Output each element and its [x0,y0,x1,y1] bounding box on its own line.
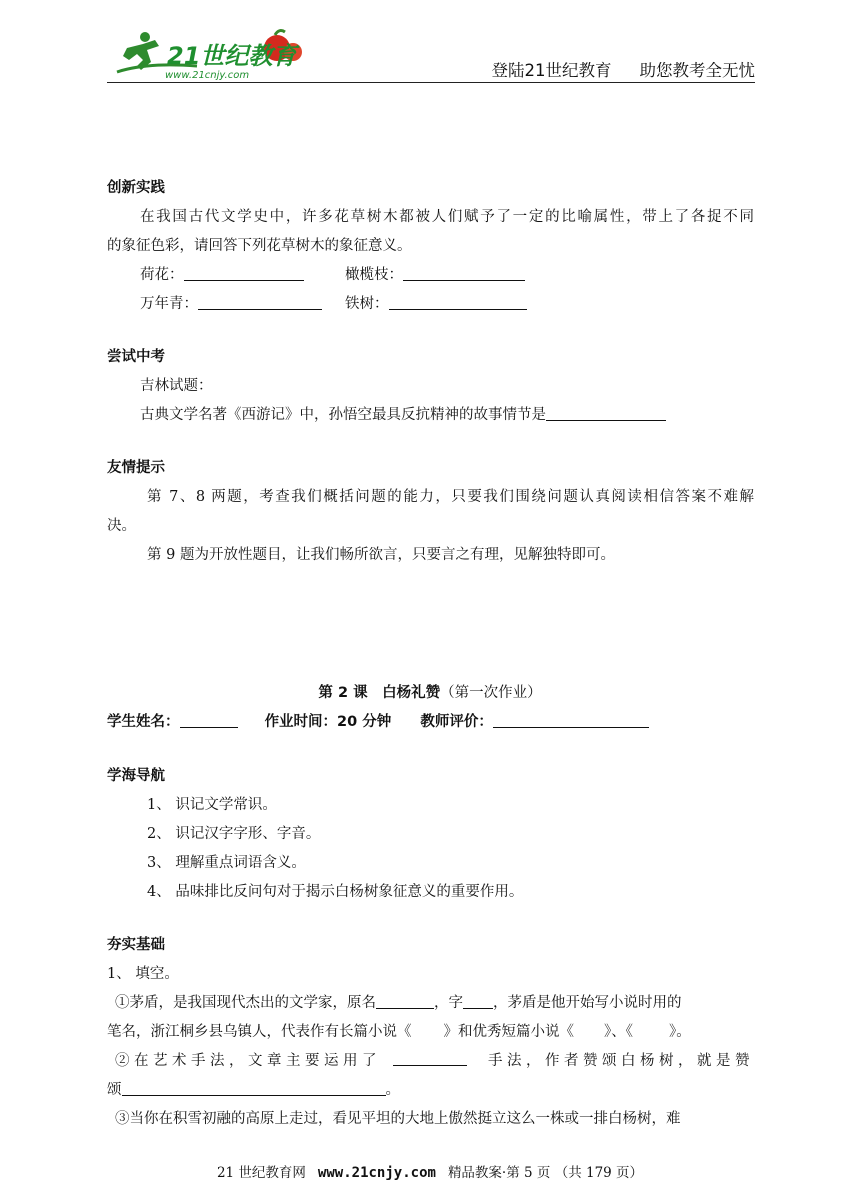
item-evergreen-label: 万年青： [140,296,198,312]
olive-answer-blank[interactable] [403,266,525,281]
page-header [107,26,755,82]
header-divider [107,82,755,83]
original-name-blank[interactable] [376,994,434,1009]
item-cycad-label: 铁树： [345,296,389,312]
page-footer [0,1161,860,1181]
clause-2-text-c: 颂 [107,1082,122,1098]
guide-item-2: 2、 识记汉字字形、字音。 [147,826,321,842]
section-heading-basics: 夯实基础 [107,937,165,953]
clause-2-text-d: 。 [385,1082,400,1098]
section-heading-tips: 友情提示 [107,460,165,476]
cycad-answer-blank[interactable] [389,295,527,310]
lesson-title [0,683,860,703]
teacher-eval-label: 教师评价： [420,714,493,730]
21cnjy-logo [107,26,307,82]
logo-url: www.21cnjy.com [165,70,250,81]
exam-source: 吉林试题： [140,378,213,394]
tip-1a: 第 7、8 两题，考查我们概括问题的能力，只要我们围绕问题认真阅读相信答案不难解 [147,489,754,505]
item-olive [345,265,525,285]
work-time-label: 作业时间：20 分钟 [264,714,392,730]
praise-meaning-blank[interactable] [122,1081,386,1096]
clause-1-text-e: 》和优秀短篇小说《 [443,1024,574,1040]
footer-site-link[interactable]: www.21cnjy.com [317,1165,436,1181]
evergreen-answer-blank[interactable] [198,295,322,310]
lesson-title-main: 第 2 课 白杨礼赞 [318,685,441,701]
item-lotus [140,265,304,285]
tip-2: 第 9 题为开放性题目，让我们畅所欲言，只要言之有理，见解独特即可。 [147,547,615,563]
clause-2-line-2 [107,1080,400,1100]
technique-blank[interactable] [393,1051,467,1066]
teacher-eval-blank[interactable] [493,713,649,728]
item-olive-label: 橄榄枝： [345,267,403,283]
lesson-title-note: （第一次作业） [440,685,542,701]
clause-2-text-b: 手法，作者赞颂白杨树，就是赞 [488,1053,754,1069]
exam-question [140,405,666,425]
guide-item-3: 3、 理解重点词语含义。 [147,855,306,871]
student-name-blank[interactable] [180,713,238,728]
courtesy-name-blank[interactable] [463,994,493,1009]
guide-item-1: 1、 识记文学常识。 [147,797,277,813]
exam-question-text: 古典文学名著《西游记》中，孙悟空最具反抗精神的故事情节是 [140,407,546,423]
item-lotus-label: 荷花： [140,267,184,283]
tip-1b: 决。 [107,518,136,534]
clause-3: ③当你在积雪初融的高原上走过，看见平坦的大地上傲然挺立这么一株或一排白杨树，难 [115,1111,681,1127]
footer-left: 21 世纪教育网 [216,1165,306,1181]
question-1: 1、 填空。 [107,966,179,982]
clause-1-text-d: 笔名，浙江桐乡县乌镇人，代表作有长篇小说《 [107,1024,412,1040]
lesson-info-row [107,712,649,732]
lotus-answer-blank[interactable] [184,266,304,281]
logo-text: 21世纪教育 [167,42,297,70]
clause-1-text-f: 》、《 [604,1024,633,1040]
clause-2-line-1 [115,1051,754,1071]
section-heading-guide: 学海导航 [107,768,165,784]
clause-1-line-1 [115,993,682,1013]
clause-2-text-a: ②在艺术手法，文章主要运用了 [115,1053,381,1069]
student-name-label: 学生姓名： [107,714,180,730]
clause-1-text-c: ，茅盾是他开始写小说时用的 [493,995,682,1011]
innovate-para-1: 在我国古代文学史中，许多花草树木都被人们赋予了一定的比喻属性，带上了各捉不同 [140,209,754,225]
clause-1-text-a: ①茅盾，是我国现代杰出的文学家，原名 [115,995,376,1011]
clause-1-line-2 [107,1022,691,1042]
item-cycad [345,294,527,314]
slogan-right: 助您教考全无忧 [639,61,755,80]
footer-page-info: 精品教案·第 5 页 （共 179 页） [447,1165,644,1181]
slogan-left: 登陆21世纪教育 [491,61,612,80]
clause-1-text-g: 》。 [669,1024,691,1040]
guide-item-4: 4、 品味排比反问句对于揭示白杨树象征意义的重要作用。 [147,884,524,900]
innovate-para-2: 的象征色彩，请回答下列花草树木的象征意义。 [107,238,412,254]
item-evergreen [140,294,322,314]
exam-answer-blank[interactable] [546,406,666,421]
header-slogan [492,57,756,81]
clause-1-text-b: ，字 [434,995,463,1011]
section-heading-exam: 尝试中考 [107,349,165,365]
section-heading-innovate: 创新实践 [107,180,165,196]
